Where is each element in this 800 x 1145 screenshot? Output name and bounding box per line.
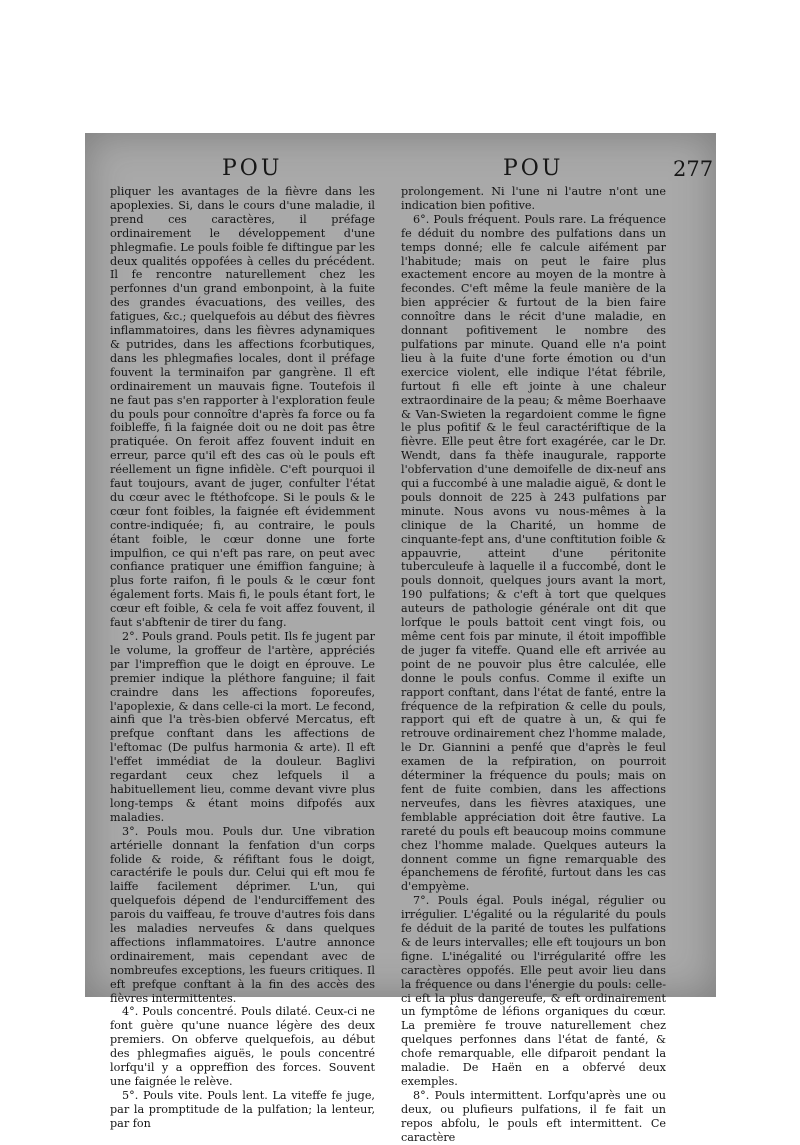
paragraph: 8°. Pouls intermittent. Lorfqu'après une ou deux, ou plufieurs pulfations, il fe fait un repos abfolu, le pouls eft intermittent. Ce caractère bbox=[401, 1088, 666, 1144]
right-column bbox=[401, 185, 666, 1145]
paragraph: 5°. Pouls vite. Pouls lent. La viteffe fe juge, par la promptitude de la pulfation; la lenteur, par fon bbox=[110, 1088, 375, 1130]
left-column bbox=[110, 185, 375, 1131]
paragraph: 7°. Pouls égal. Pouls inégal, régulier ou irrégulier. L'égalité ou la régularité du pouls fe déduit de la parité de toutes les pulfations & de leurs intervalles; elle eft toujours un bon figne. L'inégalité ou l'irrégularité offre les caractères oppofés. Elle peut avoir lieu dans la fréquence ou dans l'énergie du pouls: celle-ci eft la plus dangereufe, & eft ordinairement un fymptôme de léfions organiques du cœur. La première fe trouve naturellement chez quelques perfonnes dans l'état de fanté, & chofe remarquable, elle difparoit pendant la maladie. De Haën en a obfervé deux exemples. bbox=[401, 894, 666, 1088]
paragraph: 3°. Pouls mou. Pouls dur. Une vibration artérielle donnant la fenfation d'un corps folide & roide, & réfiftant fous le doigt, caractérife le pouls dur. Celui qui eft mou fe laiffe facilement déprimer. L'un, qui quelquefois dépend de l'endurciffement des parois du vaiffeau, fe trouve d'autres fois dans les maladies nerveufes & dans quelques affections inflammatoires. L'autre annonce ordinairement, mais cependant avec de nombreufes exceptions, les fueurs critiques. Il eft prefque conftant à la fin des accès des fièvres intermittentes. bbox=[110, 824, 375, 1005]
scanned-page bbox=[85, 133, 716, 1144]
paragraph: 2°. Pouls grand. Pouls petit. Ils fe jugent par le volume, la groffeur de l'artère, appréciés par l'impreffion que le doigt en éprouve. Le premier indique la pléthore fanguine; il fait craindre dans les affections foporeufes, l'apoplexie, & dans celle-ci la mort. Le fecond, ainfi que l'a très-bien obfervé Mercatus, eft prefque conftant dans les affections de l'eftomac (De pulfus harmonia & arte). Il eft l'effet immédiat de la douleur. Baglivi regardant ceux chez lefquels il a habituellement lieu, comme devant vivre plus long-temps & étant moins difpofés aux maladies. bbox=[110, 630, 375, 824]
page-number: 277 bbox=[673, 157, 714, 181]
running-head-right: POU bbox=[503, 156, 564, 181]
paragraph: 4°. Pouls concentré. Pouls dilaté. Ceux-ci ne font guère qu'une nuance légère des deux premiers. On obferve quelquefois, au début des phlegmafies aiguës, le pouls concentré lorfqu'il y a oppreffion des forces. Souvent une faignée le relève. bbox=[110, 1005, 375, 1088]
paragraph: pliquer les avantages de la fièvre dans les apoplexies. Si, dans le cours d'une maladie, il prend ces caractères, il préfage ordinairement le développement d'une phlegmafie. Le pouls foible fe diftingue par les deux qualités oppofées à celles du précédent. Il fe rencontre naturellement chez les perfonnes d'un grand embonpoint, à la fuite des grandes évacuations, des veilles, des fatigues, &c.; quelquefois au début des fièvres inflammatoires, dans les fièvres adynamiques & putrides, dans les affections fcorbutiques, dans les phlegmafies locales, dont il préfage fouvent la terminaifon par gangrène. Il eft ordinairement un mauvais figne. Toutefois il ne faut pas s'en rapporter à l'exploration feule du pouls pour connoître d'après fa force ou fa foibleffe, fi la faignée doit ou ne doit pas être pratiquée. On feroit affez fouvent induit en erreur, parce qu'il eft des cas où le pouls eft réellement un figne infidèle. C'eft pourquoi il faut toujours, avant de juger, confulter l'état du cœur avec le ftéthofcope. Si le pouls & le cœur font foibles, la faignée eft évidemment contre-indiquée; fi, au contraire, le pouls étant foible, le cœur donne une forte impulfion, ce qui n'eft pas rare, on peut avec confiance pratiquer une émiffion fanguine; à plus forte raifon, fi le pouls & le cœur font également forts. Mais fi, le pouls étant fort, le cœur eft foible, & cela fe voit affez fouvent, il faut s'abftenir de tirer du fang. bbox=[110, 185, 375, 630]
paragraph: 6°. Pouls fréquent. Pouls rare. La fréquence fe déduit du nombre des pulfations dans un temps donné; elle fe calcule aifément par l'habitude; mais on peut le faire plus exactement encore au moyen de la montre à fecondes. C'eft même la feule manière de la bien apprécier & furtout de la bien faire connoître dans le récit d'une maladie, en donnant pofitivement le nombre des pulfations par minute. Quand elle n'a point lieu à la fuite d'une forte émotion ou d'un exercice violent, elle indique l'état fébrile, furtout fi elle eft jointe à une chaleur extraordinaire de la peau; & même Boerhaave & Van-Swieten la regardoient comme le figne le plus pofitif & le feul caractériftique de la fièvre. Elle peut être fort exagérée, car le Dr. Wendt, dans fa thèfe inaugurale, rapporte l'obfervation d'une demoifelle de dix-neuf ans qui a fuccombé à une maladie aiguë, & dont le pouls donnoit de 225 à 243 pulfations par minute. Nous avons vu nous-mêmes à la clinique de la Charité, un homme de cinquante-fept ans, d'une conftitution foible & appauvrie, atteint d'une péritonite tuberculeufe à laquelle il a fuccombé, dont le pouls donnoit, quelques jours avant la mort, 190 pulfations; & c'eft à tort que quelques auteurs de pathologie générale ont dit que lorfque le pouls battoit cent vingt fois, ou même cent fois par minute, il étoit impoffible de juger fa viteffe. Quand elle eft arrivée au point de ne pouvoir plus être calculée, elle donne le pouls confus. Comme il exifte un rapport conftant, dans l'état de fanté, entre la fréquence de la refpiration & celle du pouls, rapport qui eft de quatre à un, & qui fe retrouve ordinairement chez l'homme malade, le Dr. Giannini a penfé que d'après le feul examen de la refpiration, on pourroit déterminer la fréquence du pouls; mais on fent de fuite combien, dans les affections nerveufes, dans les fièvres ataxiques, une femblable appréciation doit être fautive. La rareté du pouls eft beaucoup moins commune chez l'homme malade. Quelques auteurs la donnent comme un figne remarquable des épanchemens de férofité, furtout dans les cas d'empyème. bbox=[401, 212, 666, 894]
paragraph: prolongement. Ni l'une ni l'autre n'ont une indication bien pofitive. bbox=[401, 185, 666, 212]
running-head-left: POU bbox=[222, 156, 283, 181]
